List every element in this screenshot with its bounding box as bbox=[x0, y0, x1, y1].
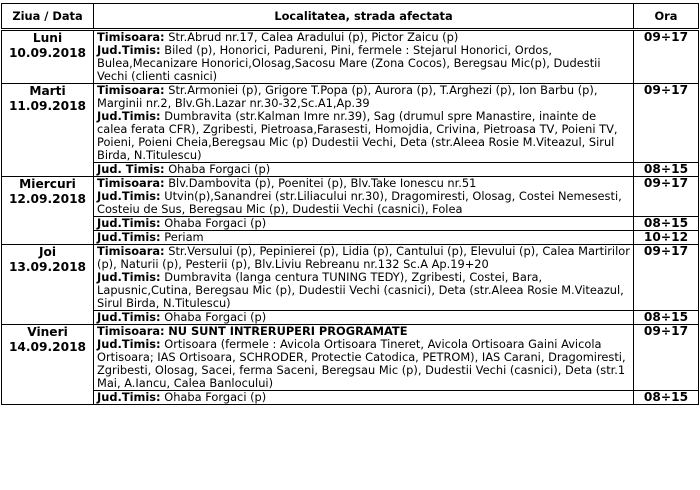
table-row bbox=[2, 245, 699, 311]
table-row bbox=[2, 30, 699, 84]
hours-cell: 09÷17 bbox=[634, 245, 699, 311]
table-row bbox=[2, 391, 699, 405]
region-label: Timisoara: bbox=[97, 244, 165, 258]
table-row bbox=[2, 177, 699, 217]
affected-streets: Blv.Dambovita (p), Poenitei (p), Blv.Take Ionescu nr.51 bbox=[168, 176, 477, 190]
day-date: 13.09.2018 bbox=[8, 260, 87, 274]
affected-streets: Dumbravita (langa centura TUNING TEDY), Zgribesti, Costei, Bara, Lapusnic,Cutina, Beregsau Mic (p), Dudestii Vechi (casnici), Deta (str.Aleea Rosie M.Viteazul, Sirul Birda, N.Titulescu) bbox=[97, 270, 624, 310]
day-date: 14.09.2018 bbox=[8, 340, 87, 354]
region-label: Jud.Timis: bbox=[97, 43, 161, 57]
affected-streets: Ohaba Forgaci (p) bbox=[164, 390, 267, 404]
affected-streets: Utvin(p),Sanandrei (str.Liliacului nr.30), Dragomiresti, Olosag, Costei Nemesesti, Costeiu de Sus, Beregsau Mic (p), Dudestii Vechi (casnici), Folea bbox=[97, 189, 622, 216]
table-row bbox=[2, 84, 699, 163]
day-cell bbox=[2, 84, 94, 177]
header-hours: Ora bbox=[634, 4, 699, 30]
hours-cell: 08÷15 bbox=[634, 163, 699, 177]
hours-cell: 08÷15 bbox=[634, 391, 699, 405]
affected-streets: Biled (p), Honorici, Padureni, Pini, fermele : Stejarul Honorici, Ordos, Bulea,Mecanizare Honorici,Olosag,Sacosu Mare (Zona Cocos), Beregsau Mic(p), Dudestii Vechi (clienti casnici) bbox=[97, 43, 601, 83]
table-row bbox=[2, 217, 699, 231]
region-label: Timisoara: bbox=[97, 83, 165, 97]
affected-streets: Periam bbox=[164, 230, 204, 244]
day-name: Luni bbox=[32, 31, 63, 45]
location-line bbox=[97, 190, 630, 216]
location-line bbox=[97, 84, 630, 110]
location-cell bbox=[94, 231, 634, 245]
hours-cell: 09÷17 bbox=[634, 30, 699, 84]
region-label: Timisoara: bbox=[97, 176, 165, 190]
affected-streets: Ohaba Forgaci (p) bbox=[168, 162, 271, 176]
table-row bbox=[2, 325, 699, 391]
affected-streets: NU SUNT INTRERUPERI PROGRAMATE bbox=[168, 324, 408, 338]
table-row bbox=[2, 163, 699, 177]
region-label: Jud.Timis: bbox=[97, 189, 161, 203]
hours-cell: 10÷12 bbox=[634, 231, 699, 245]
hours-cell: 08÷15 bbox=[634, 311, 699, 325]
day-date: 12.09.2018 bbox=[8, 192, 87, 206]
table-row bbox=[2, 311, 699, 325]
region-label: Jud.Timis: bbox=[97, 216, 161, 230]
hours-cell: 09÷17 bbox=[634, 177, 699, 217]
location-cell bbox=[94, 245, 634, 311]
day-cell bbox=[2, 30, 94, 84]
location-cell bbox=[94, 311, 634, 325]
day-cell bbox=[2, 245, 94, 325]
header-day-date: Ziua / Data bbox=[2, 4, 94, 30]
region-label: Jud. Timis: bbox=[97, 162, 165, 176]
day-name: Vineri bbox=[27, 325, 68, 339]
region-label: Jud.Timis: bbox=[97, 109, 161, 123]
location-cell bbox=[94, 163, 634, 177]
region-label: Jud.Timis: bbox=[97, 230, 161, 244]
day-name: Joi bbox=[38, 245, 57, 259]
affected-streets: Str.Versului (p), Pepinierei (p), Lidia (p), Cantului (p), Elevului (p), Calea Martirilor (p), Naturii (p), Pesterii (p), Blv.Liviu Rebreanu nr.132 Sc.A Ap.19+20 bbox=[97, 244, 630, 271]
region-label: Timisoara: bbox=[97, 324, 165, 338]
hours-cell: 08÷15 bbox=[634, 217, 699, 231]
affected-streets: Ohaba Forgaci (p) bbox=[164, 216, 267, 230]
day-cell bbox=[2, 325, 94, 405]
day-date: 10.09.2018 bbox=[8, 46, 87, 60]
region-label: Jud.Timis: bbox=[97, 390, 161, 404]
location-cell bbox=[94, 325, 634, 391]
day-name: Miercuri bbox=[19, 177, 76, 191]
location-line bbox=[97, 44, 630, 83]
location-line bbox=[97, 231, 630, 244]
affected-streets: Ortisoara (fermele : Avicola Ortisoara Tineret, Avicola Ortisoara Gaini Avicola Ortisoara; IAS Ortisoara, SCHRODER, Protectie Catodica, PETROM), IAS Carani, Dragomiresti, Zgribesti, Olosag, Sacei, ferma Saceni, Beregsau Mic (p), Dudestii Vechi (casnici), Deta (str.1 Mai, A.Iancu, Calea Banlocului) bbox=[97, 337, 626, 390]
location-cell bbox=[94, 30, 634, 84]
region-label: Jud.Timis: bbox=[97, 310, 161, 324]
table-row bbox=[2, 231, 699, 245]
hours-cell: 09÷17 bbox=[634, 325, 699, 391]
location-line bbox=[97, 311, 630, 324]
location-line bbox=[97, 110, 630, 162]
location-line bbox=[97, 391, 630, 404]
region-label: Timisoara: bbox=[97, 30, 165, 44]
region-label: Jud.Timis: bbox=[97, 270, 161, 284]
hours-cell: 09÷17 bbox=[634, 84, 699, 163]
location-line bbox=[97, 271, 630, 310]
location-cell bbox=[94, 391, 634, 405]
table-header-row bbox=[2, 4, 699, 30]
location-line bbox=[97, 217, 630, 230]
affected-streets: Str.Abrud nr.17, Calea Aradului (p), Pictor Zaicu (p) bbox=[168, 30, 459, 44]
day-date: 11.09.2018 bbox=[8, 99, 87, 113]
location-cell bbox=[94, 84, 634, 163]
affected-streets: Ohaba Forgaci (p) bbox=[164, 310, 267, 324]
location-cell bbox=[94, 177, 634, 217]
location-cell bbox=[94, 217, 634, 231]
day-cell bbox=[2, 177, 94, 245]
day-name: Marti bbox=[29, 84, 66, 98]
schedule-body bbox=[2, 30, 699, 405]
location-line bbox=[97, 245, 630, 271]
region-label: Jud.Timis: bbox=[97, 337, 161, 351]
affected-streets: Dumbravita (str.Kalman Imre nr.39), Sag (drumul spre Manastire, inainte de calea ferata CFR), Zgribesti, Pietroasa,Farasesti, Homojdia, Crivina, Pietroasa TV, Poieni TV, Poieni, Poieni Cheia,Beregsau Mic (p) Dudestii Vechi, Deta (str.Aleea Rosie M.Viteazul, Sirul Birda, N.Titulescu) bbox=[97, 109, 618, 162]
affected-streets: Str.Armoniei (p), Grigore T.Popa (p), Aurora (p), T.Arghezi (p), Ion Barbu (p), Marginii nr.2, Blv.Gh.Lazar nr.30-32,Sc.A1,Ap.39 bbox=[97, 83, 598, 110]
location-line bbox=[97, 163, 630, 176]
location-line bbox=[97, 338, 630, 390]
header-location: Localitatea, strada afectata bbox=[94, 4, 634, 30]
schedule-table bbox=[1, 3, 699, 405]
